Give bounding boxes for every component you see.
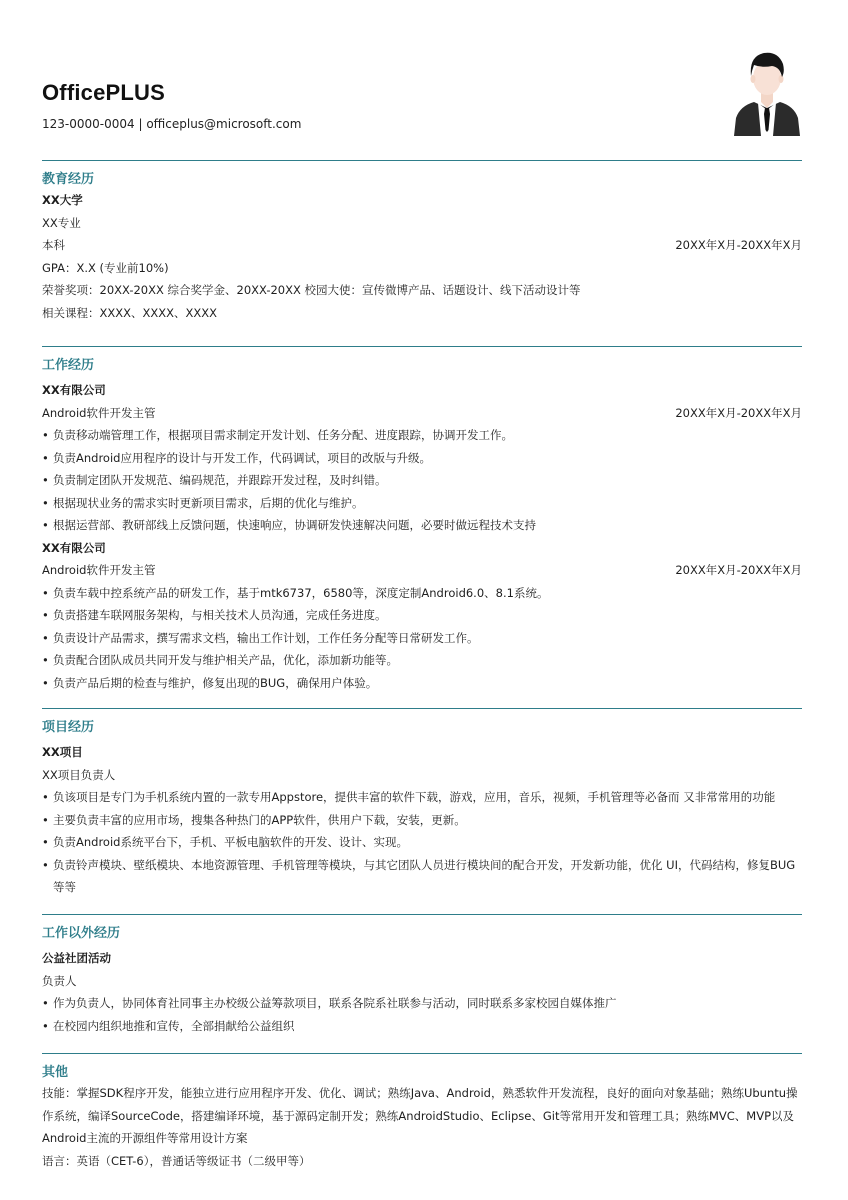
- job-company: XX有限公司: [42, 383, 106, 397]
- other-title: 其他: [42, 1065, 69, 1080]
- education-section: [42, 160, 802, 324]
- job-role: Android软件开发主管: [42, 405, 156, 420]
- project-name: XX项目: [42, 745, 83, 759]
- work-section: [42, 346, 802, 694]
- list-item: • 在校园内组织地推和宣传，全部捐献给公益组织: [42, 1015, 802, 1038]
- list-item: • 负责制定团队开发规范、编码规范，并跟踪开发过程，及时纠错。: [42, 469, 802, 492]
- language-text: 语言：英语（CET-6），普通话等级证书（二级甲等）: [42, 1153, 311, 1168]
- activity-role: 负责人: [42, 973, 77, 988]
- job-role-row: [42, 559, 802, 582]
- skills-text: 技能：掌握SDK程序开发，能独立进行应用程序开发、优化、调试；熟练Java、Android，熟悉软件开发流程，良好的面向对象基础；熟练Ubuntu操作系统，编译SourceCode，搭建编译环境，基于源码定制开发；熟练AndroidStudio、Eclipse、Git等常用开发和管理工具；熟练MVC、MVP以及Android主流的开源组件等常用设计方案: [42, 1086, 798, 1145]
- list-item: • 负责配合团队成员共同开发与维护相关产品，优化，添加新功能等。: [42, 649, 802, 672]
- gpa: GPA：X.X (专业前10%): [42, 260, 169, 275]
- extra-title: 工作以外经历: [42, 926, 121, 941]
- job-company: XX有限公司: [42, 540, 106, 555]
- job-date: 20XX年X月-20XX年X月: [675, 563, 802, 577]
- work-title: 工作经历: [42, 358, 95, 373]
- section-divider: [42, 914, 802, 915]
- extra-section: [42, 914, 802, 1037]
- list-item: • 负责铃声模块、壁纸模块、本地资源管理、手机管理等模块，与其它团队人员进行模块间的配合开发，开发新功能，优化 UI，代码结构，修复BUG等等: [42, 854, 802, 899]
- list-item: • 负责车载中控系统产品的研发工作，基于mtk6737，6580等，深度定制Android6.0、8.1系统。: [42, 582, 802, 605]
- activity-name: 公益社团活动: [42, 951, 111, 965]
- list-item: • 负责产品后期的检查与维护，修复出现的BUG，确保用户体验。: [42, 672, 802, 695]
- list-item: • 负责Android系统平台下，手机、平板电脑软件的开发、设计、实现。: [42, 831, 802, 854]
- list-item: • 负该项目是专门为手机系统内置的一款专用Appstore，提供丰富的软件下载，游戏，应用，音乐，视频，手机管理等必备而 又非常常用的功能: [42, 786, 802, 809]
- courses: 相关课程：XXXX、XXXX、XXXX: [42, 305, 218, 320]
- list-item: • 负责移动端管理工作，根据项目需求制定开发计划、任务分配、进度跟踪，协调开发工作。: [42, 424, 802, 447]
- other-section: [42, 1053, 802, 1172]
- list-item: • 根据运营部、教研部线上反馈问题，快速响应，协调研发快速解决问题，必要时做远程技术支持: [42, 514, 802, 537]
- project-role: XX项目负责人: [42, 767, 116, 782]
- school-name: XX大学: [42, 193, 83, 207]
- list-item: • 主要负责丰富的应用市场，搜集各种热门的APP软件，供用户下载，安装，更新。: [42, 809, 802, 832]
- section-divider: [42, 346, 802, 347]
- section-divider: [42, 708, 802, 709]
- degree-row: [42, 234, 802, 257]
- education-date: 20XX年X月-20XX年X月: [675, 238, 802, 252]
- candidate-name: OfficePLUS: [42, 80, 166, 105]
- projects-title: 项目经历: [42, 720, 95, 735]
- list-item: • 作为负责人，协同体育社同事主办校级公益筹款项目，联系各院系社联参与活动，同时联系多家校园自媒体推广: [42, 992, 802, 1015]
- list-item: • 根据现状业务的需求实时更新项目需求，后期的优化与维护。: [42, 492, 802, 515]
- section-divider: [42, 1053, 802, 1054]
- education-title: 教育经历: [42, 172, 95, 187]
- major: XX专业: [42, 215, 81, 230]
- degree: 本科: [42, 238, 65, 252]
- contact-info: 123-0000-0004 | officeplus@microsoft.com: [42, 117, 302, 131]
- list-item: • 负责设计产品需求，撰写需求文档，输出工作计划，工作任务分配等日常研发工作。: [42, 627, 802, 650]
- job-role-row: [42, 402, 802, 425]
- section-divider: [42, 160, 802, 161]
- honors: 荣誉奖项：20XX-20XX 综合奖学金、20XX-20XX 校园大使：宣传微博产品、话题设计、线下活动设计等: [42, 283, 581, 297]
- job-role: Android软件开发主管: [42, 563, 156, 577]
- job-date: 20XX年X月-20XX年X月: [675, 405, 802, 420]
- avatar: [732, 42, 802, 136]
- list-item: • 负责Android应用程序的设计与开发工作，代码调试，项目的改版与升级。: [42, 447, 802, 470]
- projects-section: [42, 708, 802, 899]
- list-item: • 负责搭建车联网服务架构，与相关技术人员沟通，完成任务进度。: [42, 604, 802, 627]
